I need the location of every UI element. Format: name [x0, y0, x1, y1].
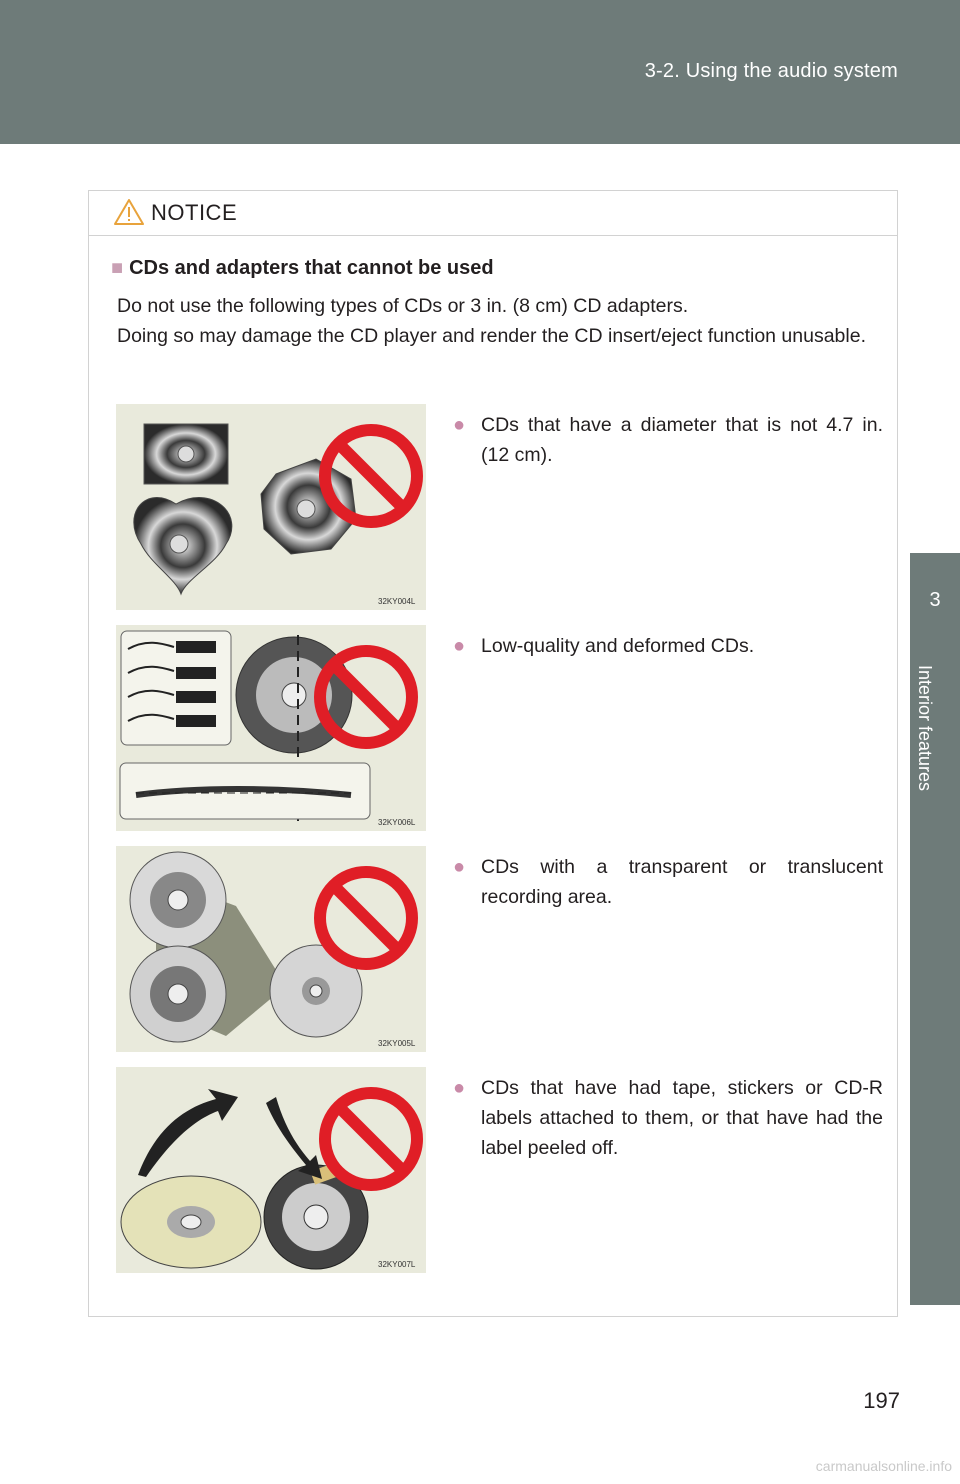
labeled-cds-illustration: [116, 1067, 426, 1273]
subheading-text: CDs and adapters that cannot be used: [129, 257, 494, 279]
figure-code: 32KY006L: [378, 818, 416, 827]
deformed-cd-illustration: [116, 625, 426, 831]
list-item: [116, 625, 896, 835]
item-text: CDs that have had tape, stickers or CD-R labels attached to them, or that have had the label peeled off.: [481, 1077, 883, 1159]
list-item: [116, 846, 896, 1056]
item-text: Low-quality and deformed CDs.: [481, 635, 755, 657]
warning-triangle-icon: [113, 198, 145, 226]
chapter-tab[interactable]: [910, 553, 960, 1305]
translucent-cds-illustration: [116, 846, 426, 1052]
figure-code: 32KY004L: [378, 597, 416, 606]
figure-code: 32KY005L: [378, 1039, 416, 1048]
notice-box: [88, 190, 898, 1317]
watermark: carmanualsonline.info: [815, 1458, 952, 1474]
page-number: 197: [863, 1388, 900, 1413]
bullet-icon: ●: [453, 856, 466, 878]
item-text: CDs that have a diameter that is not 4.7 in. (12 cm).: [481, 414, 883, 466]
section-title: 3-2. Using the audio system: [644, 60, 898, 82]
bullet-icon: ●: [453, 635, 466, 657]
chapter-label: Interior features: [915, 665, 935, 792]
bullet-icon: ●: [453, 414, 466, 436]
subheading: [111, 257, 494, 280]
chapter-number: 3: [929, 589, 941, 611]
intro-line-1: Do not use the following types of CDs or 3 in. (8 cm) CD adapters.: [117, 295, 689, 317]
header-band: [0, 0, 960, 144]
bullet-icon: ●: [453, 1077, 466, 1099]
odd-shaped-cds-illustration: [116, 404, 426, 610]
notice-header: [89, 191, 897, 236]
intro-text: [117, 291, 891, 351]
list-item: [116, 1067, 896, 1277]
notice-title: NOTICE: [151, 200, 238, 225]
item-text: CDs with a transparent or translucent recording area.: [481, 856, 883, 908]
list-item: [116, 404, 896, 614]
intro-line-2: Doing so may damage the CD player and render the CD insert/eject function unusable.: [117, 325, 866, 347]
square-bullet-icon: ■: [111, 257, 124, 279]
figure-code: 32KY007L: [378, 1260, 416, 1269]
